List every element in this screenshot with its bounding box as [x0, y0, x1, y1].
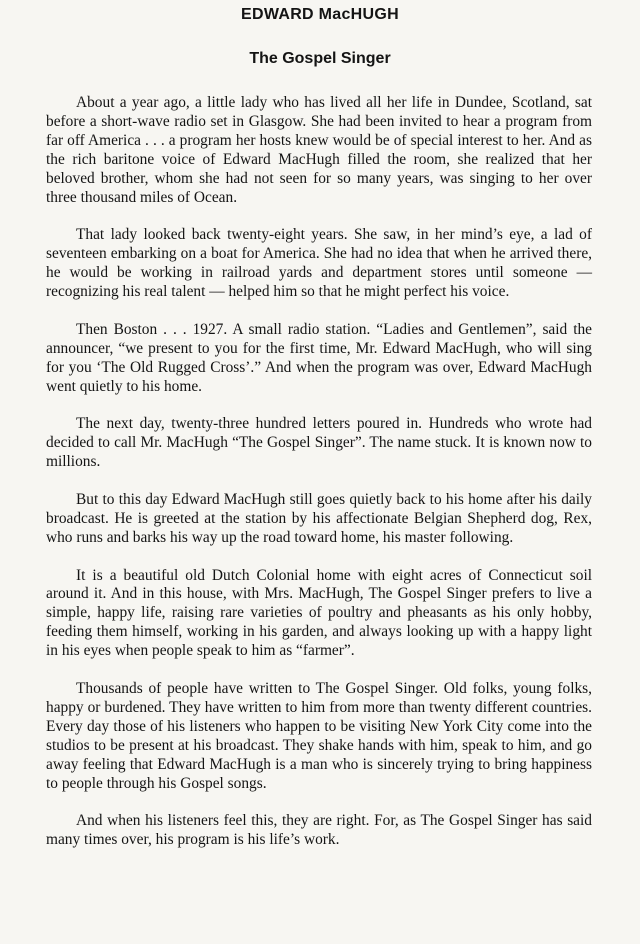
paragraph: Then Boston . . . 1927. A small radio station. “Ladies and Gentlemen”, said the announcer, “we present to you for the first time, Mr. Edward MacHugh, who will sing for you ‘The Old Rugged Cross’.” And when the program was over, Edward MacHugh went quietly to his home. [46, 320, 592, 395]
paragraph: It is a beautiful old Dutch Colonial home with eight acres of Connecticut soil around it. And in this house, with Mrs. MacHugh, The Gospel Singer prefers to live a simple, happy life, raising rare varieties of poultry and pheasants as his only hobby, feeding them himself, working in his garden, and always looking up with a happy light in his eyes when people speak to him as “farmer”. [46, 566, 592, 660]
paragraph: That lady looked back twenty-eight years. She saw, in her mind’s eye, a lad of seventeen embarking on a boat for America. She had no idea that when he arrived there, he would be working in railroad yards and department stores until someone — recognizing his real talent — helped him so that he might perfect his voice. [46, 226, 592, 301]
paragraph: And when his listeners feel this, they are right. For, as The Gospel Singer has said many times over, his program is his life’s work. [46, 812, 592, 849]
paragraph: But to this day Edward MacHugh still goes quietly back to his home after his daily broadcast. He is greeted at the station by his affectionate Belgian Shepherd dog, Rex, who runs and barks his way up the road toward home, his master following. [46, 490, 592, 546]
page-title: EDWARD MacHUGH [241, 6, 399, 23]
paragraph: The next day, twenty-three hundred letters poured in. Hundreds who wrote had decided to call Mr. MacHugh “The Gospel Singer”. The name stuck. It is known now to millions. [46, 415, 592, 471]
article-body [46, 94, 592, 869]
page-subtitle: The Gospel Singer [249, 50, 391, 67]
paragraph: About a year ago, a little lady who has lived all her life in Dundee, Scotland, sat before a short-wave radio set in Glasgow. She had been invited to hear a program from far off America . . . a program her hosts knew would be of special interest to her. And as the rich baritone voice of Edward MacHugh filled the room, she realized that her beloved brother, whom she had not seen for so many years, was singing to her over three thousand miles of Ocean. [46, 94, 592, 206]
paragraph: Thousands of people have written to The Gospel Singer. Old folks, young folks, happy or burdened. They have written to him from more than twenty different countries. Every day those of his listeners who happen to be visiting New York City come into the studios to be present at his broadcast. They shake hands with him, speak to him, and go away feeling that Edward MacHugh is a man who is sincerely trying to bring happiness to people through his Gospel songs. [46, 680, 592, 792]
